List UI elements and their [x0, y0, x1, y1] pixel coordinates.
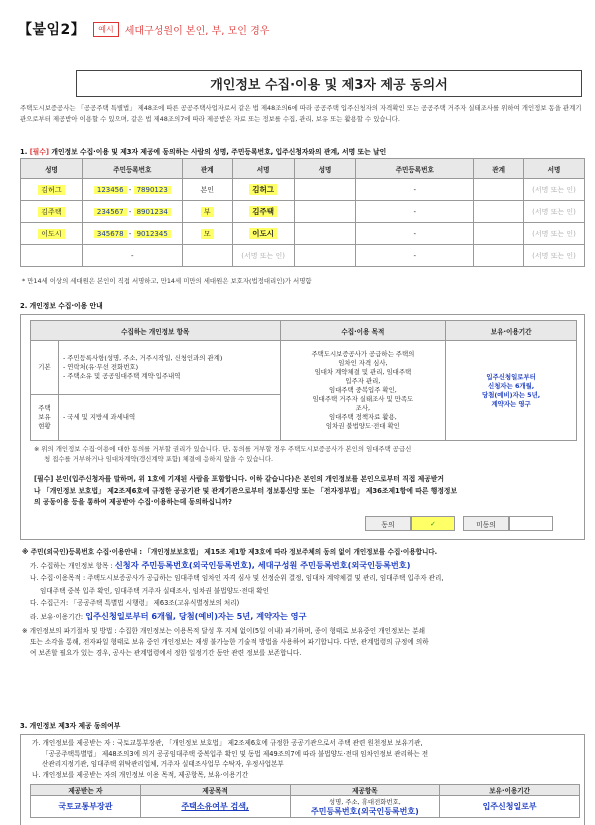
consent-question: [필수] 본인(입주신청자를 말하며, 위 1호에 기재된 사람을 포함합니다. 이하 같습니다)은 본인의 개인정보를 본인으로부터 직접 제공받거 나 「개인정보 보호법」 제2조제6호에 규정한 공공기관 및 관계기관으로부터 정보통신망 또는 「전자정부법」 제36조제1항에 따른 행정정보 의 공동이용 등을 통하여 제공받아 수집·이용하는데 동의하십니까?: [34, 475, 458, 506]
section1-heading: 1. [필수] 개인정보 수집·이용 및 제3자 제공에 동의하는 사람의 성명, 주민등록번호, 입주신청자와의 관계, 서명 또는 날인: [20, 148, 387, 156]
consent-person-table: [20, 158, 585, 267]
third-party-table: 제공받는 자 제공목적 제공항목 보유·이용기간 국토교통부장관 주택소유여부 검색, 성명, 주소, 휴대전화번호, 주민등록번호(외국인등록번호) 입주신청일로부: [30, 784, 580, 818]
agree-label: 동의: [365, 516, 411, 531]
header: [18, 19, 269, 39]
signature: 김허그: [249, 184, 277, 195]
signature: 김주택: [249, 206, 277, 217]
retention-period: 입주신청일로부터 신청자는 6개월, 당첨(예비)자는 5년, 계약자는 영구: [446, 341, 577, 441]
document-title: 개인정보 수집·이용 및 제3자 제공 동의서: [76, 70, 582, 97]
section2-heading: 2. 개인정보 수집·이용 안내: [20, 302, 103, 310]
table-row: 이도시 345678 - 9012345 모 이도시 - (서명 또는 인): [21, 223, 585, 245]
third-party-list: 가. 개인정보를 제공받는 자 : 국토교통부장관, 「개인정보 보호법」 제2조제6호에 규정한 공공기관으로서 주택 관련 원천정보 보유기관, 「공공주택특별법」 제48조의3에 의거 공공임대주택 중복입주 확인 및 동법 제49조의7에 따라 불법양도·전대 임차인정보 관리하는 전 산관리지정기관, 임대주택 위탁관리업체, 거주자 실태조사업무 수탁자, 우정사업본부 나. 개인정보를 제공받는 자의 개인정보 이용 목적, 제공항목, 보유·이용기간: [32, 739, 429, 779]
section3-heading: 3. 개인정보 제3자 제공 동의여부: [20, 722, 121, 730]
example-badge: 예시: [93, 22, 118, 37]
disagree-checkbox[interactable]: [509, 516, 553, 531]
table-row: 김주택 234567 - 8901234 부 김주택 - (서명 또는 인): [21, 201, 585, 223]
table-row: - (서명 또는 인) - (서명 또는 인): [21, 245, 585, 267]
table-row: 김허그 123456 - 7890123 본인 김허그 - (서명 또는 인): [21, 179, 585, 201]
rrn-notice: ※ 주민(외국인)등록번호 수집·이용안내 : 「개인정보보호법」 제15조 제1항 제3호에 따라 정보주체의 동의 없이 개인정보를 수집·이용합니다. 가. 수집하는 개인정보 항목 : 신청자 주민등록번호(외국인등록번호), 세대구성원 주민등록번호(외국인등록번호) 나. 수집·이용목적 : 주택도시보증공사가 공급하는 임대주택 임차인 자격 심사 및 선정순위 결정, 임대차 계약체결 및 관리, 임대주택 입주자 관리, 임대주택 중복 입주 확인, 임대주택 거주자 실태조사, 임차권 불법양도·전대 확인 다. 수집근거: 「공공주택 특별법 시행령」 제63조(고유식별정보의 처리) 라. 보유·이용기간: 입주신청일로부터 6개월, 당첨(예비)자는 5년, 계약자는 영구 ※ 개인정보의 파기절차 및 방법 : 수집한 개인정보는 이용목적 달성 후 지체 없이(5일 이내) 파기하며, 종이 형태로 보유중인 개인정보는 분쇄 또는 소각을 통해, 전자파일 형태로 보유 중인 개인정보는 재생 불가능한 기술적 방법을 사용하여 파기합니다. 다만, 관계법령의 규정에 의하 여 보존할 필요가 있는 경우, 공사는 관계법령에서 정한 일정기간 동안 관련 정보를 보존합니다.: [22, 548, 444, 657]
attachment-tag: 【붙임2】: [18, 22, 86, 38]
collection-table: 수집하는 개인정보 항목 수집·이용 목적 보유·이용기간 기본 - 주민등록사항(성명, 주소, 거주시작일, 신청인과의 관계) - 연락처(유·무선 전화번호) - 주택소유 및 공공임대주택 계약·입주내역 주택도시보증공사가 공급하는 주택의 임차인 자격 심사, 임대차 계약체결 및 관리, 임대주택 입주자 관리, 임대주택 중복입주 확인, 임대주택 거주자 실태조사 및 만족도 조사, 임대주택 정책자료 활용, 임차권 불법양도·전대 확인 입주신청일로부터 신청자는 6개월, 당첨(예비)자는 5년, 계약자는 영구 주택 보유 현황 - 국세 및 지방세 과세내역: [30, 320, 577, 441]
consent-options: [365, 516, 553, 531]
name-cell: 이도시: [38, 229, 64, 239]
refusal-notice: ※ 위의 개인정보 수집·이용에 대한 동의를 거부할 권리가 있습니다. 단, 동의를 거부할 경우 주택도시보증공사가 본인의 임대주택 공급신 청 접수를 거부하거나 임대차계약(갱신계약 포함) 체결에 응하지 않을 수 있습니다.: [34, 445, 412, 463]
name-cell: 김주택: [38, 207, 64, 217]
disagree-label: 미동의: [463, 516, 509, 531]
header-subtitle: 세대구성원이 본인, 부, 모인 경우: [124, 25, 270, 37]
table-header-row: 성명 주민등록번호 관계 서명 성명 주민등록번호 관계 서명: [21, 159, 585, 179]
signature: 이도시: [249, 228, 277, 239]
intro-paragraph: 주택도시보증공사는 「공공주택 특별법」 제48조에 따른 공공주택사업자로서 같은 법 제48조의6에 따라 공공주택 입주신청자의 자격확인 또는 공공주택 거주자 실태조사를 위하여 개인정보 동을 관계기관으로부터 제공받아 이용할 수 있으며, 같은 법 제48조의7에 따라 제공받은 자료 또는 정보를 수집, 관리, 보유 또는 활용할 수 있습니다.: [20, 104, 582, 123]
name-cell: 김허그: [38, 185, 64, 195]
section1-footnote: * 만14세 이상의 세대원은 본인이 직접 서명하고, 만14세 미만의 세대원은 보호자(법정대리인)가 서명함: [22, 277, 312, 285]
agree-checkbox[interactable]: ✓: [411, 516, 455, 531]
